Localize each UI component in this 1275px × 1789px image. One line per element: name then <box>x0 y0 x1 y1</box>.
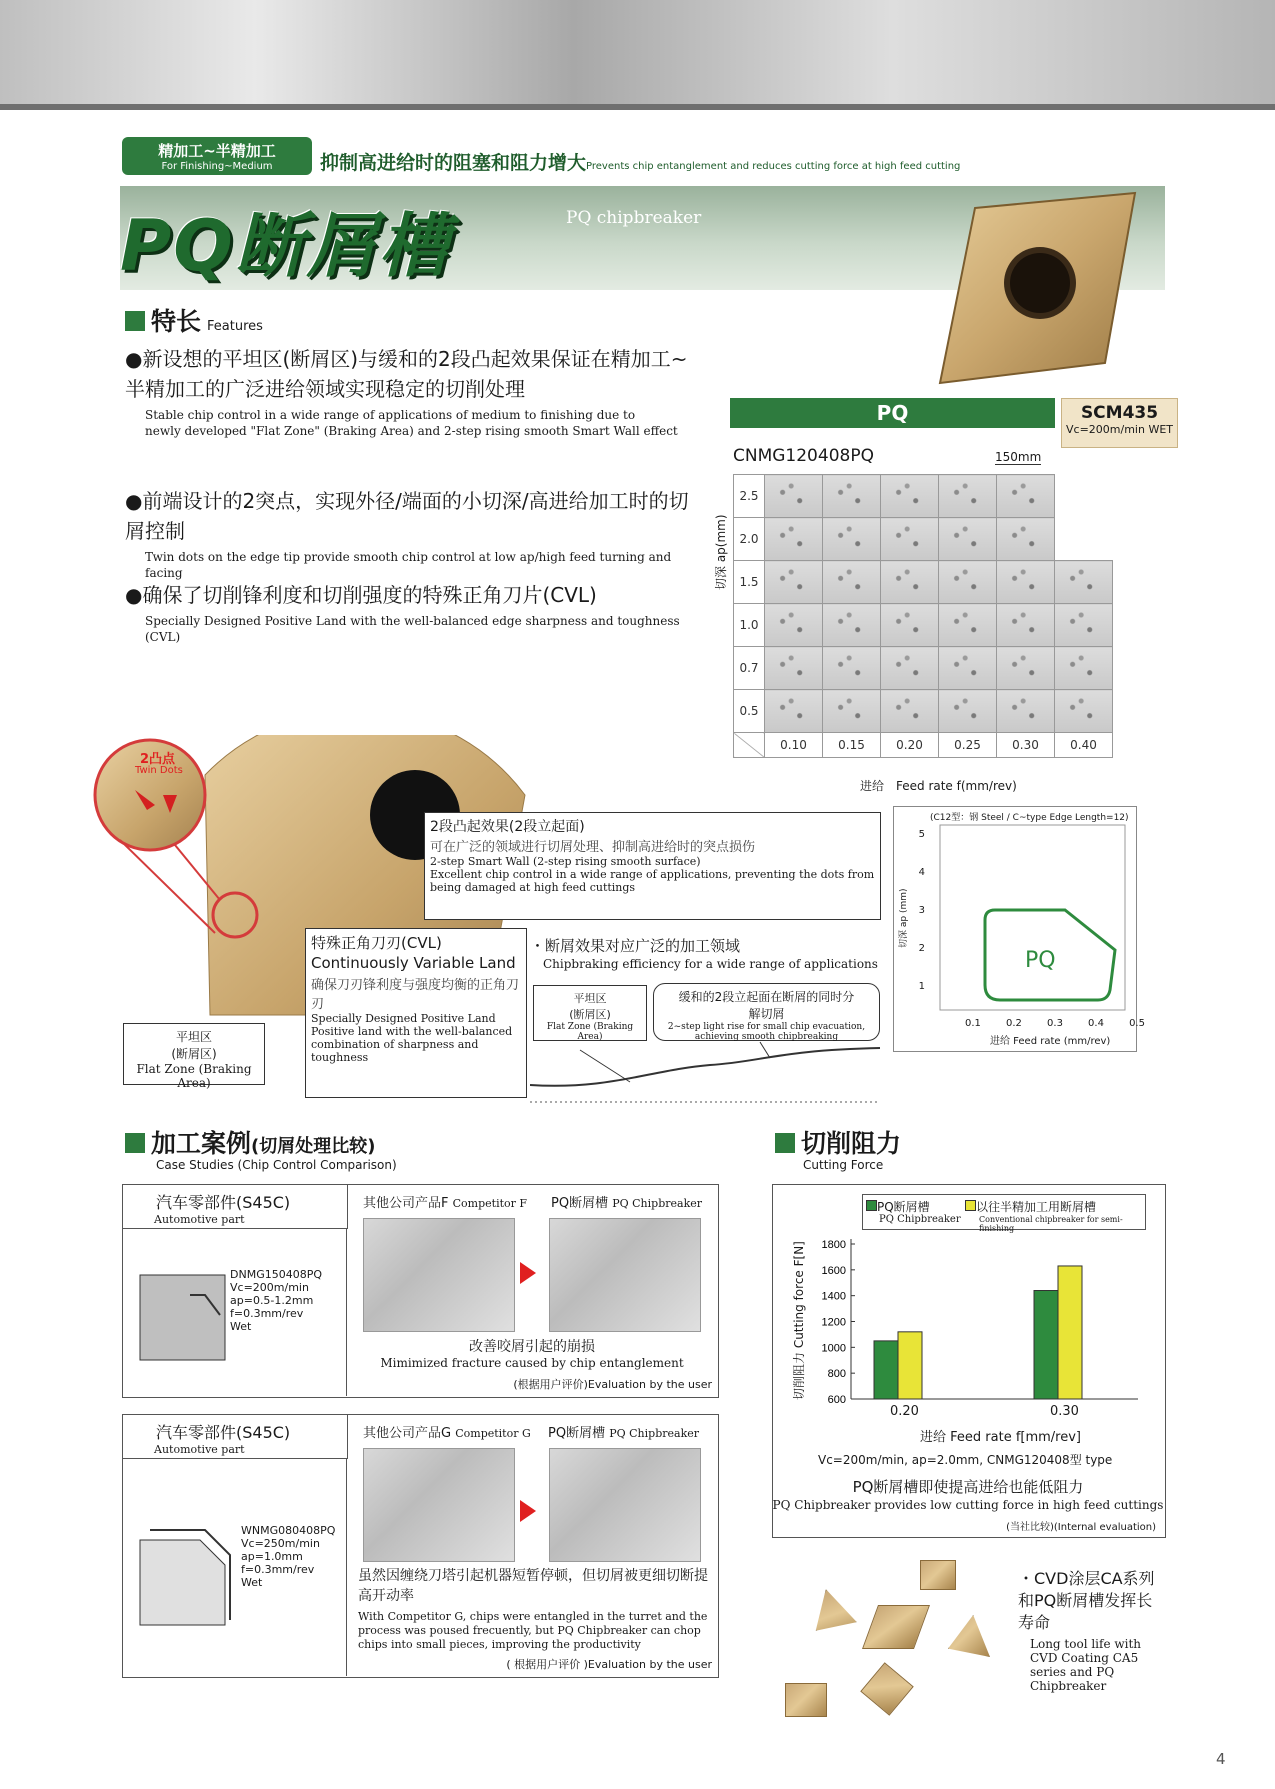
case-1-comp-en: Competitor F <box>452 1197 528 1210</box>
case-2-eval: ( 根据用户评价 )Evaluation by the user <box>506 1658 712 1671</box>
chip-row <box>734 690 1113 733</box>
feed-label: 0.40 <box>1055 733 1113 758</box>
feed-label: 0.10 <box>765 733 823 758</box>
case-2-divider <box>346 1458 347 1676</box>
feature-1-en2: newly developed "Flat Zone" (Braking Area) and 2-step rising smooth Smart Wall effect <box>145 424 678 438</box>
chip-photo <box>823 561 881 604</box>
chip-photo <box>939 475 997 518</box>
insert-photo-3 <box>862 1605 930 1649</box>
case-1-spec: ap=0.5-1.2mm <box>230 1294 314 1307</box>
feed-row <box>734 733 1113 758</box>
legend-pq-en: PQ Chipbreaker <box>879 1214 961 1225</box>
case-1-spec: DNMG150408PQ <box>230 1268 322 1281</box>
cvd-en: Long tool life with CVD Coating CA5 series and PQ Chipbreaker <box>1030 1637 1142 1693</box>
force-bar-chart <box>808 1234 1148 1404</box>
legend-conv-swatch <box>965 1200 976 1211</box>
chip-chart-model: CNMG120408PQ <box>733 446 874 466</box>
flat-zone-cn1: 平坦区 <box>175 1030 212 1044</box>
cvd-cn: ・CVD涂层CA系列和PQ断屑槽发挥长寿命 <box>1018 1569 1155 1632</box>
chip-photo <box>881 561 939 604</box>
app-ytick: 2 <box>918 943 925 954</box>
flat-zone-small-cn2: (断屑区) <box>569 1008 611 1021</box>
force-ytick-label: 1400 <box>821 1290 846 1303</box>
chip-photo <box>823 690 881 733</box>
case-2-pq-cn: PQ断屑槽 <box>548 1426 606 1441</box>
case-1-result-en: Mimimized fracture caused by chip entanglement <box>380 1356 684 1370</box>
chip-row <box>734 518 1113 561</box>
feature-1-cn: ●新设想的平坦区(断屑区)与缓和的2段凸起效果保证在精加工~半精加工的广泛进给领域实现稳定的切削处理 <box>125 347 688 401</box>
case-2-spec: f=0.3mm/rev <box>241 1563 315 1576</box>
ap-label: 0.7 <box>734 647 765 690</box>
chip-photo <box>823 647 881 690</box>
feature-item-2 <box>125 486 705 581</box>
chip-photo <box>765 561 823 604</box>
force-ytick-label: 1200 <box>821 1316 846 1329</box>
feed-label: 0.15 <box>823 733 881 758</box>
feature-item-1 <box>125 344 705 439</box>
case-1-part-en: Automotive part <box>154 1213 245 1226</box>
insert-photo-5 <box>785 1683 827 1717</box>
flat-zone-en: Flat Zone (Braking Area) <box>136 1062 252 1090</box>
force-bar <box>1058 1266 1082 1399</box>
cvl-title-en: Continuously Variable Land <box>311 954 516 972</box>
legend-conv-cn: 以往半精加工用断屑槽 <box>976 1200 1097 1214</box>
feature-3-en1: Specially Designed Positive Land with the well-balanced edge sharpness and toughness (CVL) <box>145 614 680 644</box>
force-heading-en: Cutting Force <box>803 1158 884 1172</box>
chip-photo <box>765 647 823 690</box>
case-1-spec: f=0.3mm/rev <box>230 1307 304 1320</box>
force-heading <box>775 1124 901 1160</box>
force-ytick-label: 1800 <box>821 1239 846 1251</box>
category-tag <box>122 137 312 175</box>
force-heading-cn: 切削阻力 <box>801 1129 902 1158</box>
case-1-result-cn: 改善咬屑引起的崩损 <box>469 1339 595 1355</box>
chip-photo <box>1055 690 1113 733</box>
force-bar <box>898 1332 922 1399</box>
chip-photo <box>765 475 823 518</box>
chip-photo <box>881 647 939 690</box>
case-1-divider <box>346 1228 347 1396</box>
cases-heading-en: Case Studies (Chip Control Comparison) <box>156 1158 397 1172</box>
chip-chart-ylabel: 切深 ap(mm) <box>714 514 728 590</box>
force-ytick-group <box>822 1239 855 1404</box>
feed-label: 0.20 <box>881 733 939 758</box>
material-badge <box>1061 398 1178 448</box>
app-ytick: 5 <box>918 829 925 840</box>
app-chart-frame <box>940 825 1125 1010</box>
chip-photo <box>939 518 997 561</box>
chip-photo <box>997 690 1055 733</box>
chip-photo <box>823 518 881 561</box>
force-xtick: 0.20 <box>890 1404 919 1419</box>
case-2-part-cn: 汽车零部件(S45C) <box>156 1423 291 1442</box>
case-1-arrow-icon <box>520 1262 536 1284</box>
feature-3-cn: ●确保了切削锋利度和切削强度的特殊正角刀片(CVL) <box>125 583 597 607</box>
cases-heading-cn2: (切屑处理比较) <box>251 1136 376 1157</box>
case-2-part-drawing <box>130 1510 240 1630</box>
chip-photo <box>939 604 997 647</box>
chip-photo <box>997 475 1055 518</box>
insert-photo-2 <box>808 1589 864 1645</box>
case-2-part-header <box>122 1414 348 1459</box>
case-2-spec: Vc=250m/min <box>241 1537 320 1550</box>
zoom-connector-line-2 <box>120 840 215 933</box>
app-ytick: 3 <box>918 905 925 916</box>
force-ytick-label: 800 <box>827 1368 846 1381</box>
cases-heading-cn: 加工案例 <box>151 1129 252 1158</box>
case-2-competitor-label <box>363 1422 531 1441</box>
features-heading-square <box>125 311 145 331</box>
chip-row <box>734 647 1113 690</box>
app-chart-xticks <box>965 1018 1145 1029</box>
flat-zone-small-en: Flat Zone (Braking Area) <box>546 1022 634 1042</box>
chip-chart-xlabel: 进给 Feed rate f(mm/rev) <box>860 779 1017 793</box>
app-xtick: 0.2 <box>1006 1018 1022 1029</box>
twin-dots-en: Twin Dots <box>135 765 183 776</box>
profile-pointer-1 <box>580 1050 630 1082</box>
app-xtick: 0.4 <box>1088 1018 1104 1029</box>
chip-photo <box>997 647 1055 690</box>
case-2-result-cn: 虽然因缠绕刀塔引起机器短暂停顿，但切屑被更细切断提高开动率 <box>358 1568 708 1604</box>
cvl-callout <box>305 928 527 1098</box>
app-chart-note: (C12型：钢 Steel / C~type Edge Length=12) <box>930 813 1129 823</box>
force-xlabel: 进给 Feed rate f[mm/rev] <box>920 1430 1081 1445</box>
empty-cell <box>1055 475 1113 518</box>
app-chart-yticks <box>917 816 925 1006</box>
headline-en: Prevents chip entanglement and reduces cutting force at high feed cutting <box>586 161 961 172</box>
feature-2-en1: Twin dots on the edge tip provide smooth chip control at low ap/high feed turning and facing <box>145 550 672 580</box>
chip-photo <box>1055 604 1113 647</box>
chip-photo <box>997 518 1055 561</box>
case-1-part-cn: 汽车零部件(S45C) <box>156 1193 291 1212</box>
legend-conv-en: Conventional chipbreaker for semi-finishing <box>979 1215 1123 1233</box>
force-bar <box>1034 1291 1058 1400</box>
smart-wall-cn: 可在广泛的领域进行切屑处理、抑制高进给时的突点损伤 <box>430 840 756 855</box>
page-subtitle: PQ chipbreaker <box>566 208 702 228</box>
force-xtick: 0.30 <box>1050 1404 1079 1419</box>
force-ylabel: 切削阻力 Cutting force F[N] <box>792 1241 806 1400</box>
app-chart-xlabel: 进给 Feed rate (mm/rev) <box>990 1036 1111 1047</box>
empty-cell <box>1055 518 1113 561</box>
profile-pointer-2 <box>760 1042 770 1058</box>
case-2-part-shape <box>140 1540 225 1625</box>
ap-label: 2.0 <box>734 518 765 561</box>
headline-cn: 抑制高进给时的阻塞和阻力增大 <box>320 152 587 174</box>
app-xtick: 0.3 <box>1047 1018 1063 1029</box>
features-heading-en: Features <box>207 319 263 334</box>
app-xtick: 0.1 <box>965 1018 981 1029</box>
case-2-spec: Wet <box>241 1576 263 1589</box>
feed-label: 0.30 <box>997 733 1055 758</box>
page-title: PQ断屑槽 <box>120 205 451 287</box>
two-step-cn: 缓和的2段立起面在断屑的同时分解切屑 <box>678 990 855 1021</box>
force-condition: Vc=200m/min, ap=2.0mm, CNMG120408型 type <box>818 1453 1113 1467</box>
flat-zone-small-callout <box>533 985 647 1041</box>
case-1-pq-label <box>551 1192 702 1211</box>
ap-label: 1.0 <box>734 604 765 647</box>
feature-2-cn: ●前端设计的2突点，实现外径/端面的小切深/高进给加工时的切屑控制 <box>125 489 689 543</box>
chip-photo <box>939 647 997 690</box>
chip-photo <box>881 604 939 647</box>
cvl-desc-cn: 确保刀刃锋利度与强度均衡的正角刀刃 <box>311 978 520 1012</box>
chip-photo <box>765 518 823 561</box>
chip-photo <box>997 604 1055 647</box>
category-tag-cn: 精加工~半精加工 <box>158 142 276 160</box>
case-2-comp-cn: 其他公司产品G <box>363 1426 452 1441</box>
features-heading-cn: 特长 <box>151 307 202 336</box>
case-1-comp-cn: 其他公司产品F <box>363 1196 449 1211</box>
material-condition: Vc=200m/min WET <box>1066 423 1173 436</box>
chip-chart-grid <box>733 474 1113 758</box>
app-chart-ylabel: 切深 ap (mm) <box>899 888 909 948</box>
corner-cell <box>734 733 765 758</box>
force-heading-square <box>775 1133 795 1153</box>
chip-photo <box>881 518 939 561</box>
case-2-comp-en: Competitor G <box>455 1427 531 1440</box>
two-step-en: 2~step light rise for small chip evacuation, achieving smooth chipbreaking <box>667 1022 866 1042</box>
range-en: Chipbraking efficiency for a wide range of applications <box>543 957 878 971</box>
chip-photo <box>1055 561 1113 604</box>
app-chart-pq-label: PQ <box>1025 948 1056 973</box>
force-conclusion-cn: PQ断屑槽即使提高进给也能低阻力 <box>852 1478 1084 1496</box>
chip-photo <box>939 690 997 733</box>
case-2-specs <box>241 1524 335 1589</box>
insert-photo-1 <box>920 1560 956 1590</box>
force-bar-group <box>874 1266 1082 1399</box>
case-1-spec: Vc=200m/min <box>230 1281 309 1294</box>
case-2-pq-photo <box>549 1448 701 1562</box>
chip-photo <box>823 604 881 647</box>
case-2-pq-label <box>548 1422 699 1441</box>
headline <box>320 148 960 175</box>
force-legend <box>862 1194 1146 1233</box>
header-metal-bar <box>0 0 1275 110</box>
case-2-result-en: With Competitor G, chips were entangled in the turret and the process was poused frecuently, but PQ Chipbreaker can chop chips into small pieces, improving the productivity <box>358 1610 708 1651</box>
ap-label: 2.5 <box>734 475 765 518</box>
case-1-pq-cn: PQ断屑槽 <box>551 1196 609 1211</box>
smart-wall-en2: Excellent chip control in a wide range of applications, preventing the dots from being damaged at high feed cuttings <box>430 868 875 894</box>
cvl-desc-en: Specially Designed Positive Land Positive land with the well-balanced combination of sharpness and toughness <box>311 1012 513 1064</box>
force-ytick-label: 1600 <box>821 1264 846 1277</box>
chip-photo <box>881 475 939 518</box>
case-1-pq-photo <box>549 1218 701 1332</box>
app-chart-plot <box>930 820 1140 1020</box>
twin-dots-cn: 2凸点 <box>140 752 176 767</box>
app-ytick: 4 <box>918 867 925 878</box>
profile-diagram <box>530 1040 885 1105</box>
app-ytick: 1 <box>918 981 925 992</box>
case-1-spec: Wet <box>230 1320 252 1333</box>
range-cn: ・断屑效果对应广泛的加工领域 <box>530 937 741 955</box>
case-2-competitor-photo <box>363 1448 515 1562</box>
insert-hole-inner-shape <box>1010 253 1070 313</box>
case-1-part-drawing <box>130 1265 230 1365</box>
case-2-pq-en: PQ Chipbreaker <box>609 1427 699 1440</box>
case-1-part-header <box>122 1184 348 1229</box>
case-1-competitor-photo <box>363 1218 515 1332</box>
cases-heading-square <box>125 1133 145 1153</box>
profile-curve <box>530 1048 880 1086</box>
cases-heading <box>125 1124 375 1160</box>
case-2-arrow-icon <box>520 1500 536 1522</box>
insert-photo-4 <box>948 1615 990 1657</box>
page-number: 4 <box>1216 1750 1226 1768</box>
cvl-title-cn: 特殊正角刀刃(CVL) <box>311 934 442 952</box>
insert-image <box>935 188 1140 388</box>
legend-pq-swatch <box>866 1200 877 1211</box>
flat-zone-cn2: (断屑区) <box>171 1047 217 1061</box>
case-2-part-en: Automotive part <box>154 1443 245 1456</box>
chip-photo <box>881 690 939 733</box>
case-1-pq-en: PQ Chipbreaker <box>612 1197 702 1210</box>
feature-1-en1: Stable chip control in a wide range of applications of medium to finishing due to <box>145 408 636 422</box>
ap-label: 1.5 <box>734 561 765 604</box>
insert-photo-6 <box>860 1662 914 1716</box>
chip-photo <box>997 561 1055 604</box>
two-step-callout <box>653 983 880 1041</box>
case-1-competitor-label <box>363 1192 527 1211</box>
smart-wall-callout <box>424 812 881 920</box>
category-tag-en: For Finishing~Medium <box>161 161 273 172</box>
flat-zone-callout <box>123 1023 265 1090</box>
force-bar <box>874 1341 898 1399</box>
force-ytick-label: 1000 <box>821 1342 846 1355</box>
force-conclusion-en: PQ Chipbreaker provides low cutting force in high feed cuttings <box>772 1498 1164 1512</box>
chip-photo <box>765 690 823 733</box>
case-2-spec: ap=1.0mm <box>241 1550 303 1563</box>
features-heading <box>125 302 263 338</box>
chip-photo <box>823 475 881 518</box>
case-1-part-shape <box>140 1275 225 1360</box>
force-internal: (当社比较)(Internal evaluation) <box>1006 1522 1156 1533</box>
force-ytick-label: 600 <box>827 1394 846 1404</box>
chip-photo <box>1055 647 1113 690</box>
smart-wall-title: 2段凸起效果(2段立起面) <box>430 819 585 835</box>
chip-row <box>734 604 1113 647</box>
chip-chart-pq-bar: PQ <box>730 398 1055 428</box>
legend-pq-cn: PQ断屑槽 <box>877 1200 930 1214</box>
feed-label: 0.25 <box>939 733 997 758</box>
chip-chart-scale: 150mm <box>995 450 1042 464</box>
case-1-specs <box>230 1268 322 1333</box>
case-1-eval: (根据用户评价)Evaluation by the user <box>513 1378 712 1391</box>
case-2-spec: WNMG080408PQ <box>241 1524 336 1537</box>
feature-item-3 <box>125 580 705 645</box>
app-xtick: 0.5 <box>1129 1018 1145 1029</box>
chip-row <box>734 561 1113 604</box>
ap-label: 0.5 <box>734 690 765 733</box>
chip-photo <box>939 561 997 604</box>
flat-zone-small-cn1: 平坦区 <box>573 992 607 1005</box>
chip-photo <box>765 604 823 647</box>
smart-wall-en1: 2-step Smart Wall (2-step rising smooth surface) <box>430 855 701 868</box>
chip-row <box>734 475 1113 518</box>
material-name: SCM435 <box>1080 403 1159 423</box>
